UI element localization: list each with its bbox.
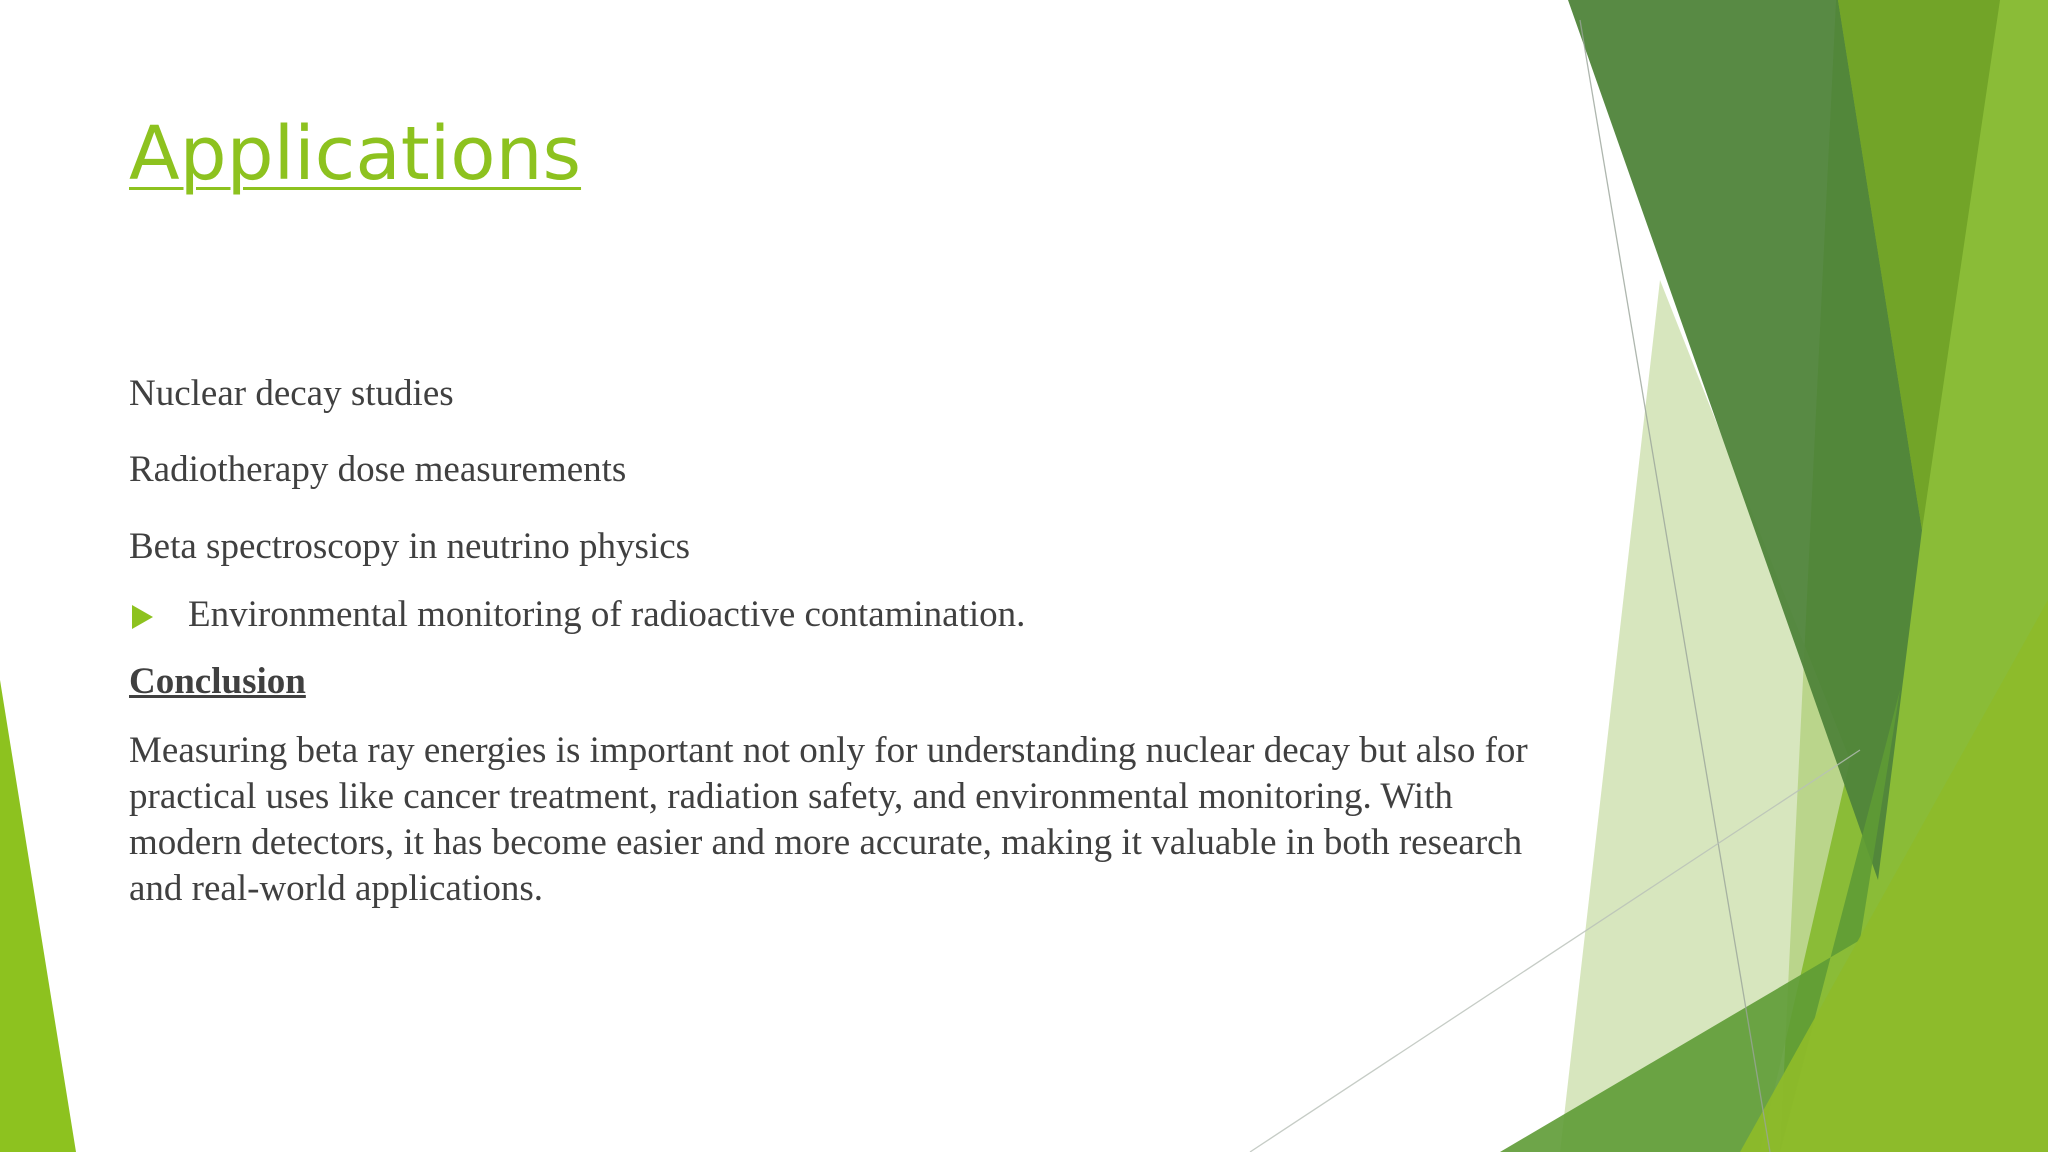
application-item-3: Beta spectroscopy in neutrino physics: [129, 525, 691, 567]
bullet-list-item: [129, 593, 1559, 637]
slide-body: [129, 372, 1559, 912]
application-item-2: Radiotherapy dose measurements: [129, 449, 627, 491]
conclusion-paragraph: Measuring beta ray energies is important not only for understanding nuclear decay but also for practical uses like cancer treatment, radiation safety, and environmental monitoring. With modern detectors, it has become easier and more accurate, making it valuable in both research and real-world applications.: [129, 729, 1528, 909]
bullet-item-text: Environmental monitoring of radioactive contamination.: [188, 594, 1026, 636]
triangle-bullet-icon: [132, 605, 153, 629]
slide-title: Applications: [129, 111, 582, 197]
left-green-sliver: [0, 680, 76, 1152]
application-item-1: Nuclear decay studies: [129, 373, 454, 414]
conclusion-heading: Conclusion: [129, 660, 306, 702]
